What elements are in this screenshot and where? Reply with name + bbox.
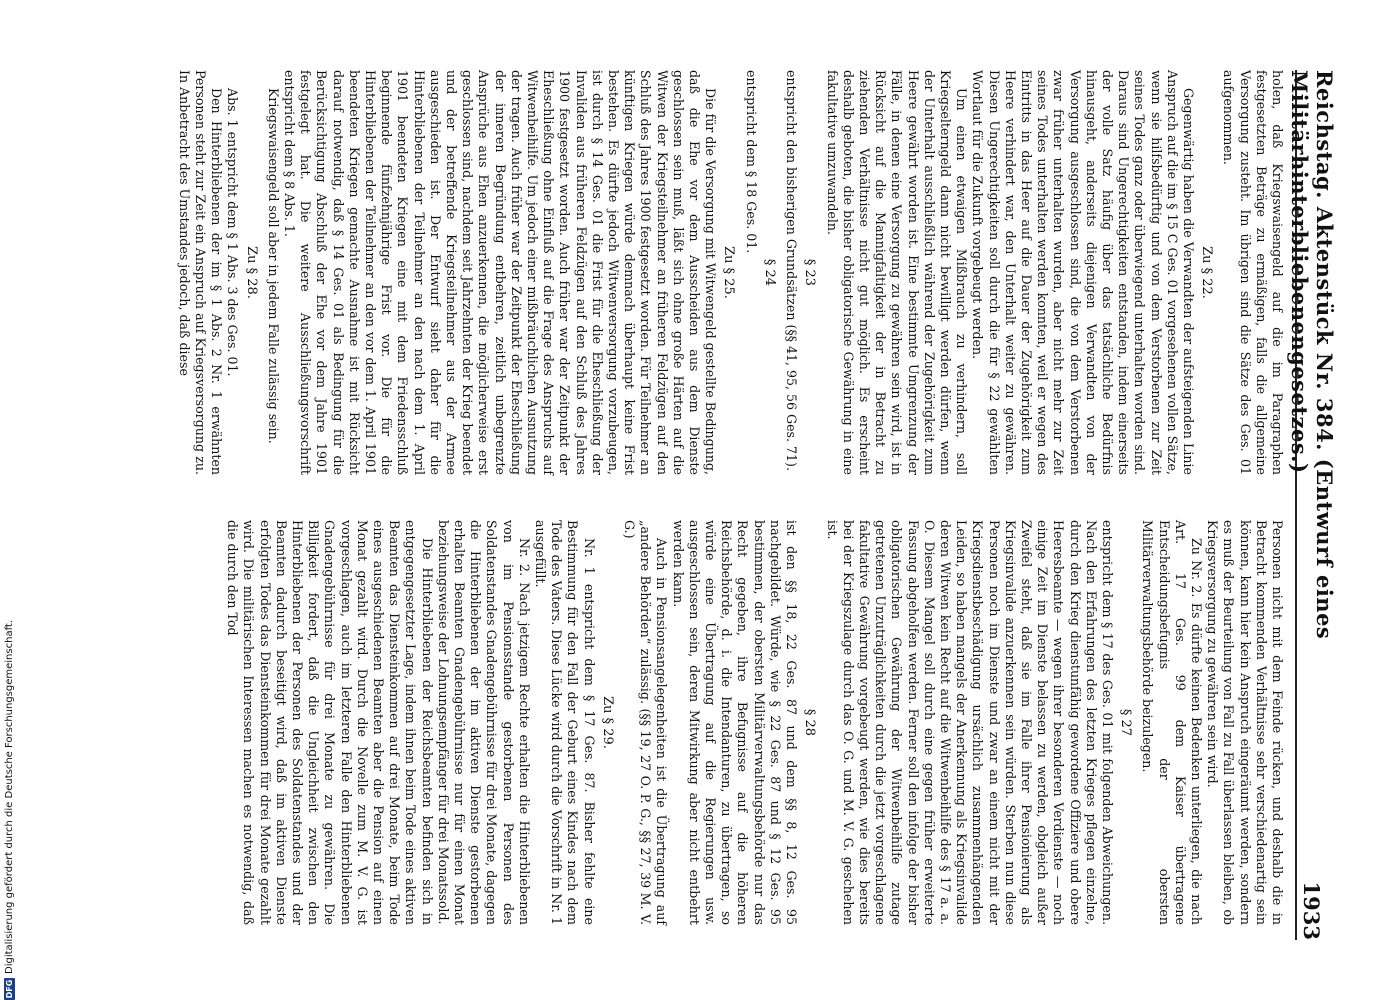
text-column-left	[176, 70, 1285, 475]
section-heading: Zu § 22.	[1199, 246, 1215, 299]
paragraph: entspricht dem § 18 Ges. 01.	[743, 70, 759, 254]
section-heading: § 23	[802, 258, 818, 287]
section-heading: § 28	[802, 708, 818, 737]
section-heading: Zu § 25.	[721, 246, 737, 299]
paragraph: Personen nicht mit dem Feinde rücken, und deshalb die in Betracht kommenden Verhältnisse sehr verschiedenartig sein können, kann hier kein Anspruch eingeräumt werden, sondern es muß der Beurteilung von Fall zu Fall überlassen bleiben, ob Kriegsversorgung zu gewähren sein wird.	[1205, 520, 1285, 925]
paragraph: Den Hinterbliebenen der im § 1 Abs. 2 Nr. 1 erwähnten Personen steht zur Zeit ein Anspruch auf Kriegsversorgung zu. In Anbetracht des Umstandes jedoch, daß diese	[176, 70, 225, 475]
paragraph: Um einen etwaigen Mißbrauch zu verhindern, soll Kriegselterngeld dann nicht bewilligt werden dürfen, wenn der Unterhalt ausschließlich während der Zugehörigkeit zum Heere gewährt worden ist. Eine bestimmte Umgrenzung der Fälle, in denen eine Versorgung zu gewähren sein wird, ist in Rücksicht auf die Mannigfaltigkeit der in Betracht zu ziehenden Verhältnisse nicht gut möglich. Es erscheint deshalb geboten, die bisher obligatorische Gewährung in eine fakultative umzuwandeln.	[824, 70, 970, 475]
running-header	[1287, 70, 1337, 940]
section-heading: Zu § 29.	[599, 696, 615, 749]
credit-text: Digitalisierung gefördert durch die Deutsche Forschungsgemeinschaft.	[3, 619, 15, 974]
paragraph: Auch in Pensionsangelegenheiten ist die Übertragung auf „andere Behörden“ zulässig. (§§ 19, 27 O. P. G., §§ 27, 39 M. V. G.)	[622, 520, 670, 925]
paragraph: holen, daß Kriegswaisengeld auf die im Paragraphen festgesetzten Beträge zu ermäßigen, falls die allgemeine Versorgung zusteht. Im übrigen sind die Sätze des Ges. 01 aufgenommen.	[1221, 70, 1285, 475]
paragraph: Nr. 1 entspricht dem § 17 Ges. 87. Bisher fehlte eine Bestimmung für den Fall der Geburt eines Kindes nach dem Tode des Vaters. Diese Lücke wird durch die Vorschrift in Nr. 1 ausgefüllt.	[533, 520, 597, 925]
paragraph: Abs. 1 entspricht dem § 1 Abs. 3 des Ges. 01.	[225, 88, 241, 377]
section-heading: Zu § 28.	[243, 246, 259, 299]
paragraph: entspricht dem § 17 des Ges. 01 mit folgenden Abweichungen. Nach den Erfahrungen des letzten Krieges pflegen einzelne, durch den Krieg dienstunfähig gewordene Offiziere und obere Heeresbeamte — wegen ihrer besonderen Verdienste — noch einige Zeit im Dienste belassen zu werden, obgleich außer Zweifel steht, daß sie im Falle ihrer Pensionierung als Kriegsinvalide anzuerkennen sein würden. Sterben nun diese Personen noch im Dienste und zwar an einem nicht mit der Kriegsdienstbeschädigung ursächlich zusammenhängenden Leiden, so haben mangels der Anerkennung als Kriegsinvalide deren Witwen kein Recht auf die Witwenbeihilfe des § 17 a. a. O. Diesem Mangel soll durch eine gegen früher erweiterte Fassung abgeholfen werden. Ferner soll den infolge der bisher obligatorischen Gewährung der Witwenbeihilfe zutage getretenen Unzuträglichkeiten durch die jetzt vorgeschlagene fakultative Gewährung vorgebeugt werden, wie dies bereits bei der Kriegszulage durch das O. G. und M. V. G. geschehen ist.	[824, 520, 1115, 925]
header-title: Reichstag. Aktenstück Nr. 384. (Entwurf eines Militärhinterbliebenengesetzes.)	[1287, 70, 1337, 640]
section-heading: § 24	[761, 258, 777, 287]
paragraph: Die Hinterbliebenen der Reichsbeamten befinden sich in entgegengesetzter Lage, indem ihnen beim Tode eines aktiven Beamten das Diensteinkommen auf drei Monate, beim Tode eines ausgeschiedenen Beamten aber die Pension auf einen Monat gezahlt wird. Durch die Novelle zum M. V. G. ist vorgeschlagen, auch im letzteren Falle den Hinterbliebenen Gnadengebührnisse für drei Monate zu gewähren. Die Billigkeit fordert, daß die Ungleichheit zwischen den Hinterbliebenen der Personen des Soldatenstandes und der Beamten dadurch beseitigt wird, daß im aktiven Dienste erfolgten Todes das Diensteinkommen für drei Monate gezahlt wird. Die militärischen Interessen machen es notwendig, daß die durch den Tod	[225, 520, 435, 925]
paragraph: Gegenwärtig haben die Verwandten der aufsteigenden Linie Anspruch auf die im § 15 C Ges. 01 vorgesehenen vollen Sätze, wenn sie hilfsbedürftig und von dem Verstorbenen zur Zeit seines Todes ganz oder überwiegend unterhalten worden sind. Daraus sind Ungerechtigkeiten entstanden, indem einerseits der volle Satz häufig über das tatsächliche Bedürfnis hinausgeht, anderseits diejenigen Verwandten von der Versorgung ausgeschlossen sind, die von dem Verstorbenen zwar früher unterhalten wurden, aber nicht mehr zur Zeit seines Todes unterhalten werden konnten, weil er wegen des Eintritts in das Heer auf die Dauer der Zugehörigkeit zum Heere verhindert war, den Unterhalt weiter zu gewähren. Diesen Ungerechtigkeiten soll durch die für § 22 gewählten Wortlaut für die Zukunft vorgebeugt werden.	[970, 70, 1196, 475]
paragraph: Die für die Versorgung mit Witwengeld gestellte Bedingung, daß die Ehe vor dem Ausscheiden aus dem Dienste geschlossen sein muß, läßt sich ohne große Härten auf die Witwen der Kriegsteilnehmer an früheren Feldzügen auf den Schluß des Jahres 1900 festgesetzt worden. Für Teilnehmer an künftigen Kriegen würde demnach überhaupt keine Frist bestehen. Es dürfte jedoch Witwenversorgung vorzubeugen, ist durch § 14 Ges. 01 die Frist für die Eheschließung der Invaliden aus früheren Feldzügen auf den Schluß des Jahres 1900 festgesetzt worden. Auch früher war der Zeitpunkt der Eheschließung ohne Einfluß auf die Frage des Anspruchs auf Witwenbeihilfe. Um jedoch einer mißbräuchlichen Ausnutzung der tragen. Auch früher war der Zeitpunkt der Eheschließung der inneren Begründung entbehren, zeitlich unbegrenzte Ansprüche aus Ehen anzuerkennen, die möglicherweise erst geschlossen sind, nachdem seit Jahrzehnten der Krieg beendet und der betreffende Kriegsteilnehmer aus der Armee ausgeschieden ist. Der Entwurf sieht daher für die Hinterbliebenen der Teilnehmer an den nach dem 1. April 1901 beendeten Kriegen eine mit dem Friedensschluß beginnende fünfzehnjährige Frist vor. Die für die Hinterbliebenen der Teilnehmer an den vor dem 1. April 1901 beendeten Kriegen gemachte Ausnahme ist mit Rücksicht darauf notwendig, daß § 14 Ges. 01 als Bedingung für die Berücksichtigung Abschluß der Ehe vor dem Jahre 1901 festgelegt hat. Die weitere Ausschließungsvorschrift entspricht dem § 8 Abs. 1.	[282, 70, 719, 475]
digitization-credit	[2, 615, 16, 1000]
paragraph: Zu Nr. 2. Es dürfte keinen Bedenken unterliegen, die nach Art. 17 Ges. 99 dem Kaiser übertragene Entscheidungsbefugnis der obersten Militärverwaltungsbehörde beizulegen.	[1140, 520, 1204, 925]
paragraph: Kriegswaisengeld soll aber in jedem Falle zulässig sein.	[265, 88, 281, 444]
text-column-right	[224, 520, 1285, 925]
page-number: 1933	[1299, 881, 1325, 940]
dfg-logo: DFG	[4, 979, 14, 999]
paragraph: entspricht den bisherigen Grundsätzen (§§ 41, 95, 56 Ges. 71).	[784, 70, 800, 471]
paragraph: ist den §§ 18, 22 Ges. 87 und dem §§ 8, 12 Ges. 95 nachgebildet. Würde, wie § 22 Ges. 87 und § 12 Ges. 95 bestimmen, der obersten Militärverwaltungsbehörde nur das Recht gegeben, ihre Befugnisse auf die höheren Reichsbehörde, d. i. die Intendanturen, zu übertragen, so würde eine Übertragung auf die Regierungen usw. ausgeschlossen sein, deren Mitwirkung aber nicht entbehrt werden kann.	[670, 520, 800, 925]
section-heading: § 27	[1118, 708, 1134, 737]
paragraph: Nr. 2. Nach jetzigem Rechte erhalten die Hinterbliebenen von im Pensionsstande gestorbenen Personen des Soldatenstandes Gnadengebührnisse für drei Monate, dagegen die Hinterbliebenen der im aktiven Dienste gestorbenen erhalten Beamten Gnadengebührnisse nur für einen Monat beziehungsweise der Lohnungsempfänger für drei Monatssold.	[435, 520, 532, 925]
